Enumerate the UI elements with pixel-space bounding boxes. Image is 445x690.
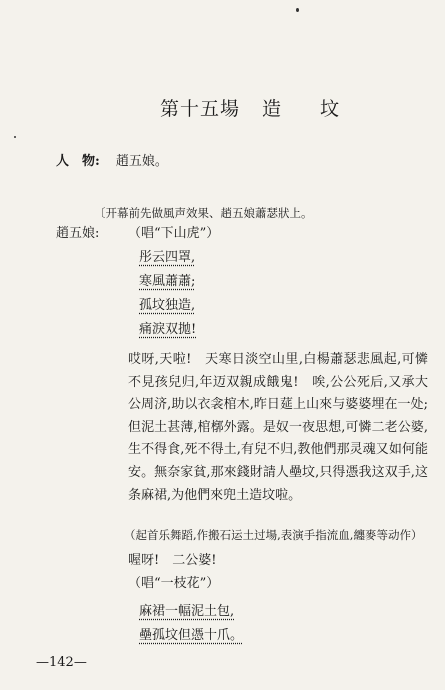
scene-heading [160,94,340,121]
scene-title-char-1: 造 [262,98,283,120]
stage-direction-mid: （起首乐舞蹈,作搬石运土过場,表演手指流血,纏麥等动作） [124,528,423,542]
verse-line: 彤云四罩, [139,250,196,265]
verse-line: 痛淚双拋! [139,322,197,337]
cast-value: 趙五娘。 [115,154,168,169]
prose-speech: 哎呀,天啦! 天寒日淡空山里,白楊蕭瑟悲風起,可憐不見孩兒归,年迈双親成餓鬼! 唉,公公死后,又承大公周济,助以衣衾棺木,昨日莚上山來与婆婆埋在一处;但泥土甚薄,棺槨外露。是奴一夜思想,可憐二老公婆,生不得食,死不得土,有兒不归,教他們那灵魂又如何能安。無奈家貧,那來錢財請人壘坟,只得憑我这双手,这条麻裙,为他們來兜土造坟啦。 [128,352,428,503]
print-speck [14,136,16,138]
cast-label: 人 物: [56,154,100,169]
speaker-name: 趙五娘: [56,226,100,241]
verse-line: 孤坟独造, [139,298,196,313]
verse-line: 麻裙一幅泥土包, [139,604,235,619]
tune-direction-2: （唱“一枝花”） [128,576,220,591]
scene-number: 第十五場 [160,98,241,120]
verse-line: 寒風蕭蕭; [139,274,196,289]
print-speck [296,8,299,12]
verse-line: 壘孤坟但憑十爪。 [139,628,244,643]
stage-direction-open: 〔开幕前先做風声效果、趙五娘蕭瑟狀上。 [94,206,313,220]
tune-direction-1: （唱“下山虎”） [128,226,220,241]
cast-line [56,150,168,169]
scene-title-char-2: 坟 [320,98,341,120]
exclamation-line: 喔呀! 二公婆! [128,553,217,568]
page-number: —142— [36,655,87,670]
